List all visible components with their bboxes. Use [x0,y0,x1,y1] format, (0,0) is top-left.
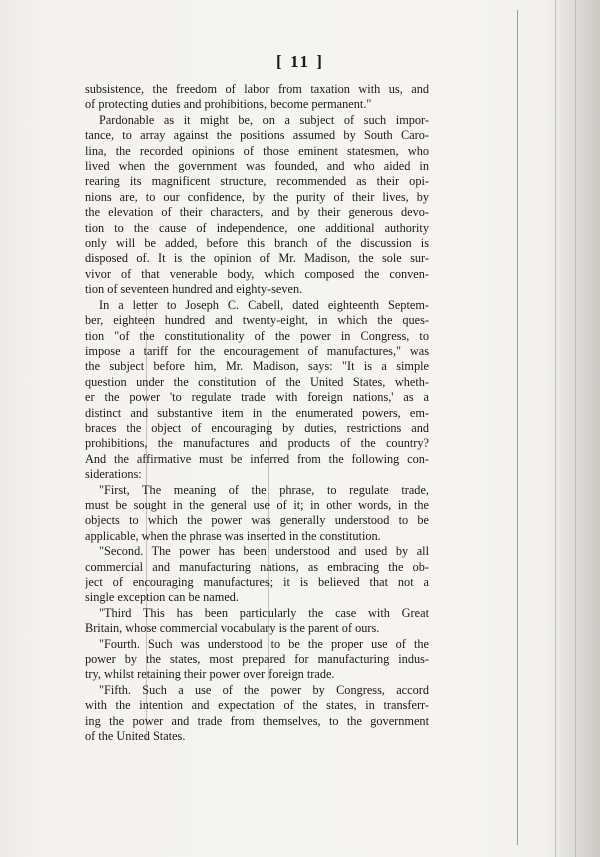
body-text [85,82,429,744]
text-line: applicable, when the phrase was inserted in the constitution. [85,528,381,543]
text-line: er the power 'to regulate trade with foreign nations,' as a [85,390,429,405]
text-line: tion "of the constitutionality of the power in Congress, to [85,328,429,343]
text-line: siderations: [85,467,142,482]
text-line: Britain, whose commercial vocabulary is the parent of ours. [85,621,380,636]
paragraph-p1 [85,82,429,113]
text-line: ing the power and trade from themselves, to the government [85,713,429,728]
text-line: lina, the recorded opinions of those eminent statesmen, who [85,143,429,158]
text-line: of protecting duties and prohibitions, become permanent." [85,97,372,112]
text-line: only will be added, before this branch of the discussion is [85,236,429,251]
text-line: the subject before him, Mr. Madison, says: "It is a simple [85,359,429,374]
paragraph-p6 [85,606,429,637]
text-line: And the affirmative must be inferred from the following con- [85,451,429,466]
text-line: tion to the cause of independence, one additional authority [85,220,429,235]
text-line: single exception can be named. [85,590,239,605]
paragraph-p3 [85,298,429,483]
text-line: with the intention and expectation of the states, in transferr- [85,698,429,713]
text-line: lived when the government was founded, and who aided in [85,159,429,174]
text-line: nions are, to our confidence, by the purity of their lives, by [85,189,429,204]
paragraph-p7 [85,637,429,683]
paragraph-p8 [85,683,429,745]
text-line: Pardonable as it might be, on a subject of such impor- [99,112,429,127]
text-line: ject of encouraging manufactures; it is believed that not a [85,575,429,589]
text-line: In a letter to Joseph C. Cabell, dated eighteenth Septem- [99,297,429,312]
text-line: prohibitions, the manufactures and products of the country? [85,436,429,451]
paragraph-p2 [85,113,429,298]
text-line: tance, to array against the positions assumed by South Caro- [85,128,429,143]
page-edge-line [517,10,518,845]
text-line: "First, The meaning of the phrase, to regulate trade, [99,482,429,497]
paragraph-p4 [85,483,429,545]
text-line: braces the object of encouraging by duties, restrictions and [85,420,429,435]
text-line: ber, eighteen hundred and twenty-eight, in which the ques- [85,313,429,328]
text-line: of the United States. [85,729,186,744]
text-line: subsistence, the freedom of labor from taxation with us, and [85,82,429,96]
text-line: try, whilst retaining their power over foreign trade. [85,667,335,682]
text-line: commercial and manufacturing nations, as embracing the ob- [85,559,429,574]
text-line: impose a tariff for the encouragement of manufactures," was [85,343,429,358]
text-line: the elevation of their characters, and by their generous devo- [85,205,429,220]
text-line: question under the constitution of the United States, wheth- [85,374,429,389]
text-line: vivor of that venerable body, which composed the conven- [85,266,429,281]
text-line: objects to which the power was generally understood to be [85,513,429,528]
text-line: power by the states, most prepared for manufacturing indus- [85,652,429,667]
text-line: disposed of. It is the opinion of Mr. Madison, the sole sur- [85,251,429,266]
page-edge-line [575,0,576,857]
page-number: [ 11 ] [276,52,324,71]
text-line: "Fourth. Such was understood to be the proper use of the [99,636,429,651]
text-line: "Second. The power has been understood and used by all [99,544,429,559]
text-line: rearing its magnificent structure, recommended as their opi- [85,174,429,189]
text-line: "Third This has been particularly the case with Great [99,605,429,620]
paragraph-p5 [85,544,429,606]
text-line: "Fifth. Such a use of the power by Congress, accord [99,682,429,697]
page-edge-line [555,0,556,857]
text-line: tion of seventeen hundred and eighty-seven. [85,282,303,297]
text-line: must be sought in the general use of it; in other words, in the [85,497,429,512]
text-line: distinct and substantive item in the enumerated powers, em- [85,405,429,420]
